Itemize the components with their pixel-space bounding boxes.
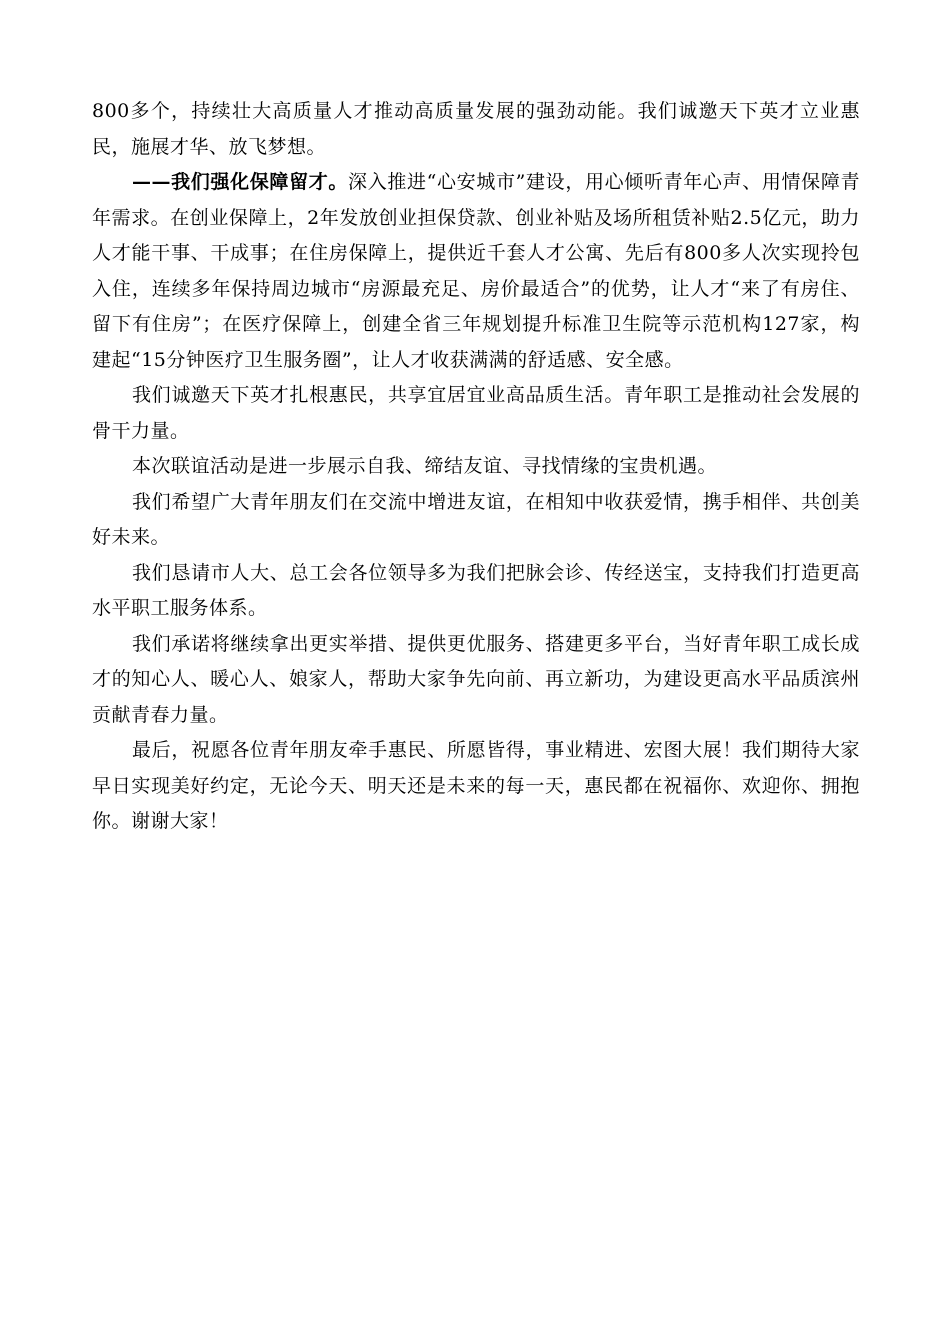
paragraph-continuation	[92, 94, 860, 165]
paragraph-guarantee	[92, 165, 860, 378]
paragraph-text: 最后，祝愿各位青年朋友牵手惠民、所愿皆得，事业精进、宏图大展！我们期待大家早日实现美好约定，无论今天、明天还是未来的每一天，惠民都在祝福你、欢迎你、拥抱你。谢谢大家！	[92, 739, 860, 832]
paragraph-text: 我们希望广大青年朋友们在交流中增进友谊，在相知中收获爱情，携手相伴、共创美好未来。	[92, 490, 860, 548]
paragraph-closing	[92, 733, 860, 840]
paragraph-commitment	[92, 627, 860, 734]
paragraph-hope	[92, 485, 860, 556]
paragraph-text: 800多个，持续壮大高质量人才推动高质量发展的强劲动能。我们诚邀天下英才立业惠民，施展才华、放飞梦想。	[92, 100, 860, 158]
paragraph-text: 我们承诺将继续拿出更实举措、提供更优服务、搭建更多平台，当好青年职工成长成才的知心人、暖心人、娘家人，帮助大家争先向前、再立新功，为建设更高水平品质滨州贡献青春力量。	[92, 632, 860, 726]
paragraph-text: 深入推进“心安城市”建设，用心倾听青年心声、用情保障青年需求。在创业保障上，2年发放创业担保贷款、创业补贴及场所租赁补贴2.5亿元，助力人才能干事、干成事；在住房保障上，提供近千套人才公寓、先后有800多人次实现拎包入住，连续多年保持周边城市“房源最充足、房价最适合”的优势，让人才“来了有房住、留下有住房”；在医疗保障上，创建全省三年规划提升标准卫生院等示范机构127家，构建起“15分钟医疗卫生服务圈”，让人才收获满满的舒适感、安全感。	[92, 171, 860, 371]
paragraph-text: 我们诚邀天下英才扎根惠民，共享宜居宜业高品质生活。青年职工是推动社会发展的骨干力量。	[92, 384, 860, 442]
paragraph-invitation	[92, 378, 860, 449]
paragraph-event	[92, 449, 860, 485]
paragraph-lead-heading: ——我们强化保障留才。	[132, 171, 349, 193]
paragraph-request	[92, 556, 860, 627]
document-body	[92, 94, 860, 840]
paragraph-text: 本次联谊活动是进一步展示自我、缔结友谊、寻找情缘的宝贵机遇。	[132, 455, 718, 477]
paragraph-text: 我们恳请市人大、总工会各位领导多为我们把脉会诊、传经送宝，支持我们打造更高水平职工服务体系。	[92, 561, 860, 619]
